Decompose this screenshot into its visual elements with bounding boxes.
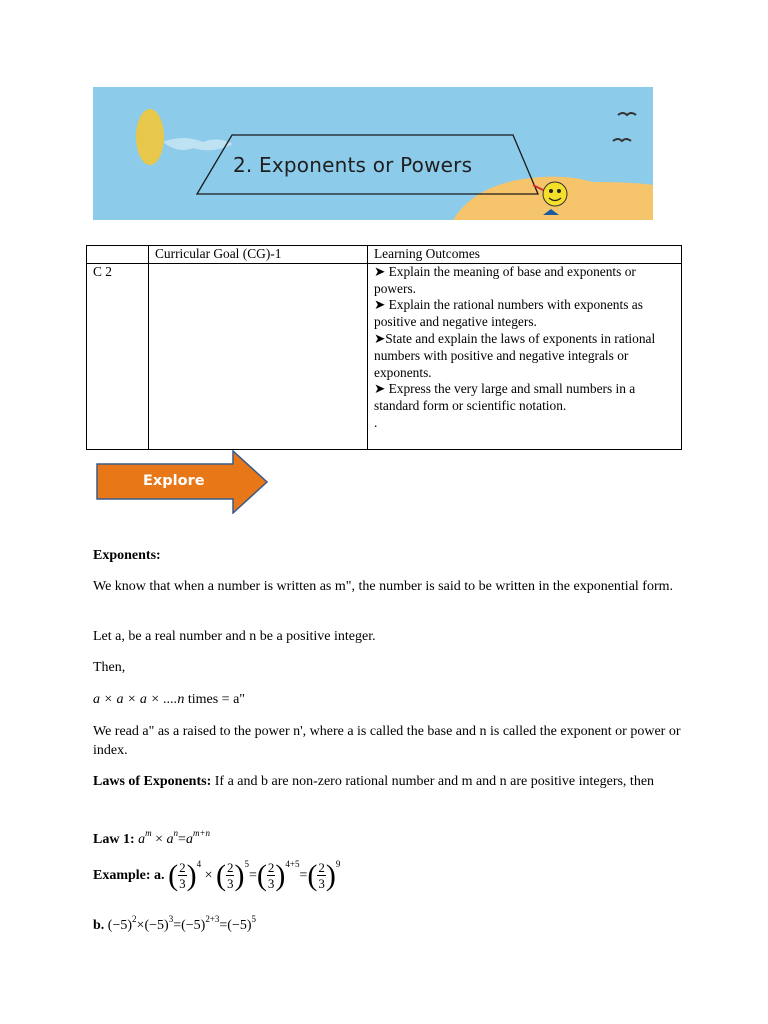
example-b: b. $(-5)^2\times(-5)^3=(-5)^{2+3}=(-5)^5$ [93,914,257,933]
exponent-definition [93,690,683,709]
explore-label: Explore [143,473,205,489]
fraction: $\frac{2}{3}$ [318,860,325,892]
paragraph: We read a" as a raised to the power n', where a is called the base and n is called the exponent or power or index. [93,724,681,758]
chapter-title: 2. Exponents or Powers [233,153,473,177]
paragraph: Then, [93,660,126,675]
goal-cell [149,263,368,449]
learning-outcome-item: ➤ Explain the rational numbers with exponents as positive and negative integers. [374,297,643,330]
section-heading: Exponents: [93,548,161,563]
law-exponent: n [173,828,179,838]
learning-outcome-item: . [374,414,378,430]
example-label: b. [93,918,105,933]
law-1: Law 1: $a^m \times a^n=a^{m+n}$ [93,828,211,847]
chapter-banner [93,87,653,220]
laws-text: If a and b are non-zero rational number and m and n are positive integers, then [211,774,655,789]
table-header-cell: Learning Outcomes [368,246,682,264]
example-a: Example: a. ( $\frac{2}{3}$ )$^4$ × ( $\frac{2}{3}$ )$^5$=( $\frac{2}{3}$ )$^{4+5}$=( $\frac{2}{3}$ )$^9$ [93,858,341,892]
law-exponent: m [145,828,152,838]
law-label: Law 1: [93,832,135,847]
learning-outcomes-cell [368,263,682,449]
example-label: Example: a. [93,868,165,883]
law-base: a [185,832,193,847]
learning-outcome-item: ➤ Explain the meaning of base and exponents or powers. [374,263,636,296]
table-header-row [87,246,682,264]
law-base: a [166,832,174,847]
law-exponent: m+n [192,828,211,838]
laws-label: Laws of Exponents: [93,774,212,789]
explore-arrow [95,450,270,514]
paragraph: We know that when a number is written as m", the number is said to be written in the exponential form. [93,579,674,594]
paragraph-text: times = a" [184,692,245,707]
learning-outcome-item: ➤State and explain the laws of exponents in rational numbers with positive and negative integrals or exponents. [374,330,656,380]
table-header-cell: Curricular Goal (CG)-1 [149,246,368,264]
table-row [87,263,682,449]
math-expression: a × a × a × ....n [93,692,185,707]
law-base: a [138,832,146,847]
paragraph: Let a, be a real number and n be a positive integer. [93,629,376,644]
table-header-cell [87,246,149,264]
learning-outcome-item: ➤ Express the very large and small numbers in a standard form or scientific notation. [374,381,636,414]
laws-intro [93,772,683,791]
fraction: $\frac{2}{3}$ [179,860,186,892]
fraction: $\frac{2}{3}$ [226,860,234,892]
goal-code-cell: C 2 [87,263,149,449]
curricular-goal-table [86,245,682,450]
fraction: $\frac{2}{3}$ [267,860,275,892]
